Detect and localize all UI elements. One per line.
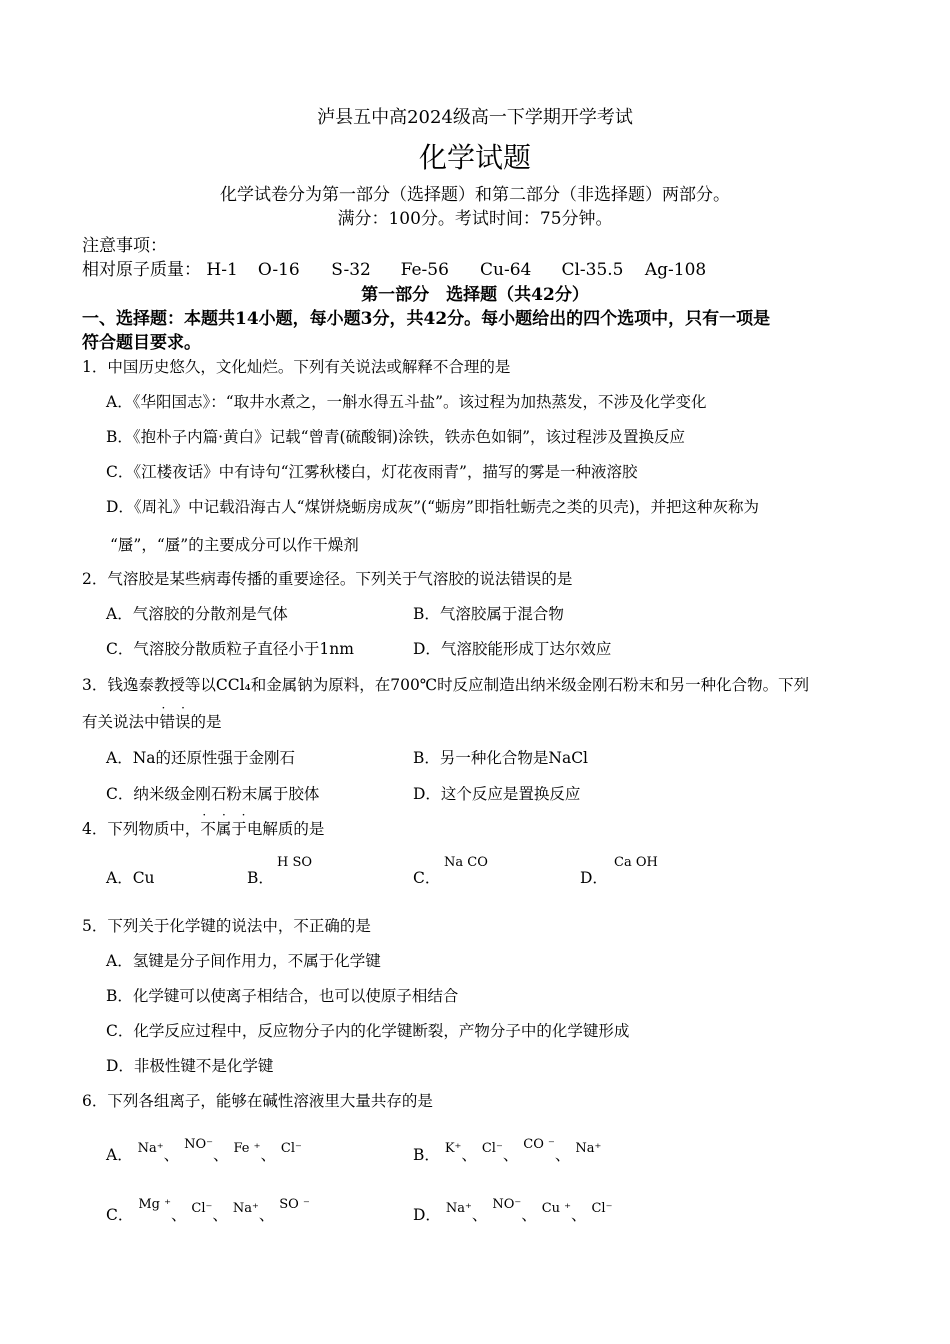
notice-label: 注意事项：: [82, 236, 167, 256]
q5-option-b: B．化学键可以使离子相结合，也可以使原子相结合: [106, 987, 459, 1005]
q4-emphasis: · · · 不属于: [200, 820, 247, 838]
q3-option-c: C．纳米级金刚石粉末属于胶体: [106, 785, 320, 803]
q1-option-d-cont: “蜃”，“蜃”的主要成分可以作干燥剂: [110, 536, 359, 554]
section-instruction-line2: 符合题目要求。: [82, 333, 201, 353]
q6-b-ion: Cl⁻: [481, 1141, 503, 1156]
atomic-mass-h: H-1: [206, 260, 238, 280]
q3-stem-part-a: 有关说法中: [82, 713, 160, 731]
q6-d-ion: Cl⁻: [591, 1201, 613, 1216]
q4-option-d-formula: Ca OH: [614, 855, 658, 870]
separator: 、: [212, 1206, 228, 1224]
q6-c-ion: Cl⁻: [191, 1201, 213, 1216]
q6-a-ion: Na⁺: [137, 1141, 164, 1156]
separator: 、: [260, 1146, 276, 1164]
q6-d-ion: NO⁻: [492, 1197, 522, 1212]
atomic-mass-o: O-16: [257, 260, 300, 280]
q6-option-b-label: B．: [413, 1146, 440, 1164]
atomic-mass-row: [82, 255, 706, 280]
q6-c-ion: Mg ⁺: [138, 1197, 171, 1212]
q1-option-a: A．《华阳国志》：“取井水煮之，一斛水得五斗盐”。该过程为加热蒸发，不涉及化学变化: [106, 393, 707, 411]
atomic-mass-ag: Ag-108: [644, 260, 707, 280]
separator: 、: [170, 1206, 187, 1224]
separator: 、: [521, 1206, 537, 1224]
q6-a-ion: Cl⁻: [280, 1141, 302, 1156]
q3-option-a: A．Na的还原性强于金刚石: [106, 749, 295, 767]
part-title: 第一部分 选择题（共42分）: [361, 285, 589, 305]
q6-option-c: [106, 1197, 310, 1225]
separator: 、: [461, 1146, 477, 1164]
q4-option-c-formula: Na CO: [444, 855, 488, 870]
separator: 、: [163, 1146, 180, 1164]
separator: 、: [554, 1146, 571, 1164]
separator: 、: [502, 1146, 519, 1164]
separator: 、: [571, 1206, 587, 1224]
q5-option-a: A．氢键是分子间作用力，不属于化学键: [106, 952, 381, 970]
q6-c-ion: Na⁺: [232, 1201, 259, 1216]
q6-c-ion: SO ⁻: [279, 1197, 310, 1212]
score-time: 满分：100分。考试时间：75分钟。: [337, 209, 613, 229]
section-instruction-line1: 一、选择题：本题共14小题，每小题3分，共42分。每小题给出的四个选项中，只有一项是: [82, 309, 771, 329]
q2-option-b: B．气溶胶属于混合物: [413, 605, 564, 623]
atomic-mass-label: 相对原子质量：: [82, 260, 201, 280]
q6-a-ion: Fe ⁺: [233, 1141, 261, 1156]
q4-option-c-label: C．: [413, 869, 441, 887]
q1-option-c: C．《江楼夜话》中有诗句“江雾秋楼白，灯花夜雨青”，描写的雾是一种液溶胶: [106, 463, 638, 481]
q5-option-d: D．非极性键不是化学键: [106, 1057, 274, 1075]
q6-option-d: [413, 1197, 612, 1225]
q3-stem-line2: [82, 710, 222, 732]
q6-d-ion: Na⁺: [445, 1201, 472, 1216]
q3-stem-line1: 3．钱逸泰教授等以CCl₄和金属钠为原料，在700℃时反应制造出纳米级金刚石粉末和另一种化合物。下列: [82, 676, 810, 694]
q3-option-d: D．这个反应是置换反应: [413, 785, 581, 803]
exam-school-title: 泸县五中高2024级高一下学期开学考试: [317, 107, 633, 128]
q6-b-ion: CO ⁻: [523, 1137, 555, 1152]
q1-option-d: D．《周礼》中记载沿海古人“煤饼烧蛎房成灰”(“蛎房”即指牡蛎壳之类的贝壳)，并把这种灰称为: [106, 498, 759, 516]
q3-option-b: B．另一种化合物是NaCl: [413, 749, 589, 767]
atomic-mass-cu: Cu-64: [480, 260, 532, 280]
separator: 、: [471, 1206, 488, 1224]
q4-option-b-formula: H SO: [277, 855, 313, 870]
q6-option-a-label: A．: [106, 1146, 133, 1164]
q6-option-b: [413, 1137, 601, 1165]
q1-option-b: B．《抱朴子内篇·黄白》记载“曾青(硫酸铜)涂铁，铁赤色如铜”，该过程涉及置换反应: [106, 428, 686, 446]
q2-stem: 2．气溶胶是某些病毒传播的重要途径。下列关于气溶胶的说法错误的是: [82, 570, 573, 588]
q2-option-c: C．气溶胶分散质粒子直径小于1nm: [106, 640, 354, 658]
q2-option-a: A．气溶胶的分散剂是气体: [106, 605, 288, 623]
q3-stem-part-c: 的是: [190, 713, 222, 731]
q4-stem-part-c: 电解质的是: [246, 820, 325, 838]
separator: 、: [258, 1206, 275, 1224]
exam-intro: 化学试卷分为第一部分（选择题）和第二部分（非选择题）两部分。: [220, 185, 730, 205]
q3-emphasis: · · 错误: [160, 713, 191, 731]
q4-stem-part-a: 4．下列物质中，: [82, 820, 201, 838]
atomic-mass-fe: Fe-56: [400, 260, 449, 280]
q4-option-a: A．Cu: [106, 869, 155, 887]
q5-stem: 5．下列关于化学键的说法中，不正确的是: [82, 917, 371, 935]
separator: 、: [213, 1146, 229, 1164]
q5-option-c: C．化学反应过程中，反应物分子内的化学键断裂，产物分子中的化学键形成: [106, 1022, 630, 1040]
atomic-mass-cl: Cl-35.5: [561, 260, 624, 280]
subject-title: 化学试题: [418, 141, 531, 174]
q4-option-d-label: D．: [580, 869, 608, 887]
q6-option-a: [106, 1137, 302, 1165]
q6-option-d-label: D．: [413, 1206, 441, 1224]
q6-option-c-label: C．: [106, 1206, 134, 1224]
q4-option-b-label: B．: [247, 869, 274, 887]
atomic-mass-s: S-32: [331, 260, 371, 280]
q2-option-d: D．气溶胶能形成丁达尔效应: [413, 640, 612, 658]
q6-b-ion: Na⁺: [575, 1141, 602, 1156]
q1-stem: 1．中国历史悠久，文化灿烂。下列有关说法或解释不合理的是: [82, 358, 511, 376]
q6-stem: 6．下列各组离子，能够在碱性溶液里大量共存的是: [82, 1092, 433, 1110]
q6-a-ion: NO⁻: [184, 1137, 213, 1152]
q6-b-ion: K⁺: [444, 1141, 462, 1156]
q6-d-ion: Cu ⁺: [541, 1201, 572, 1216]
q4-stem: [82, 817, 324, 839]
